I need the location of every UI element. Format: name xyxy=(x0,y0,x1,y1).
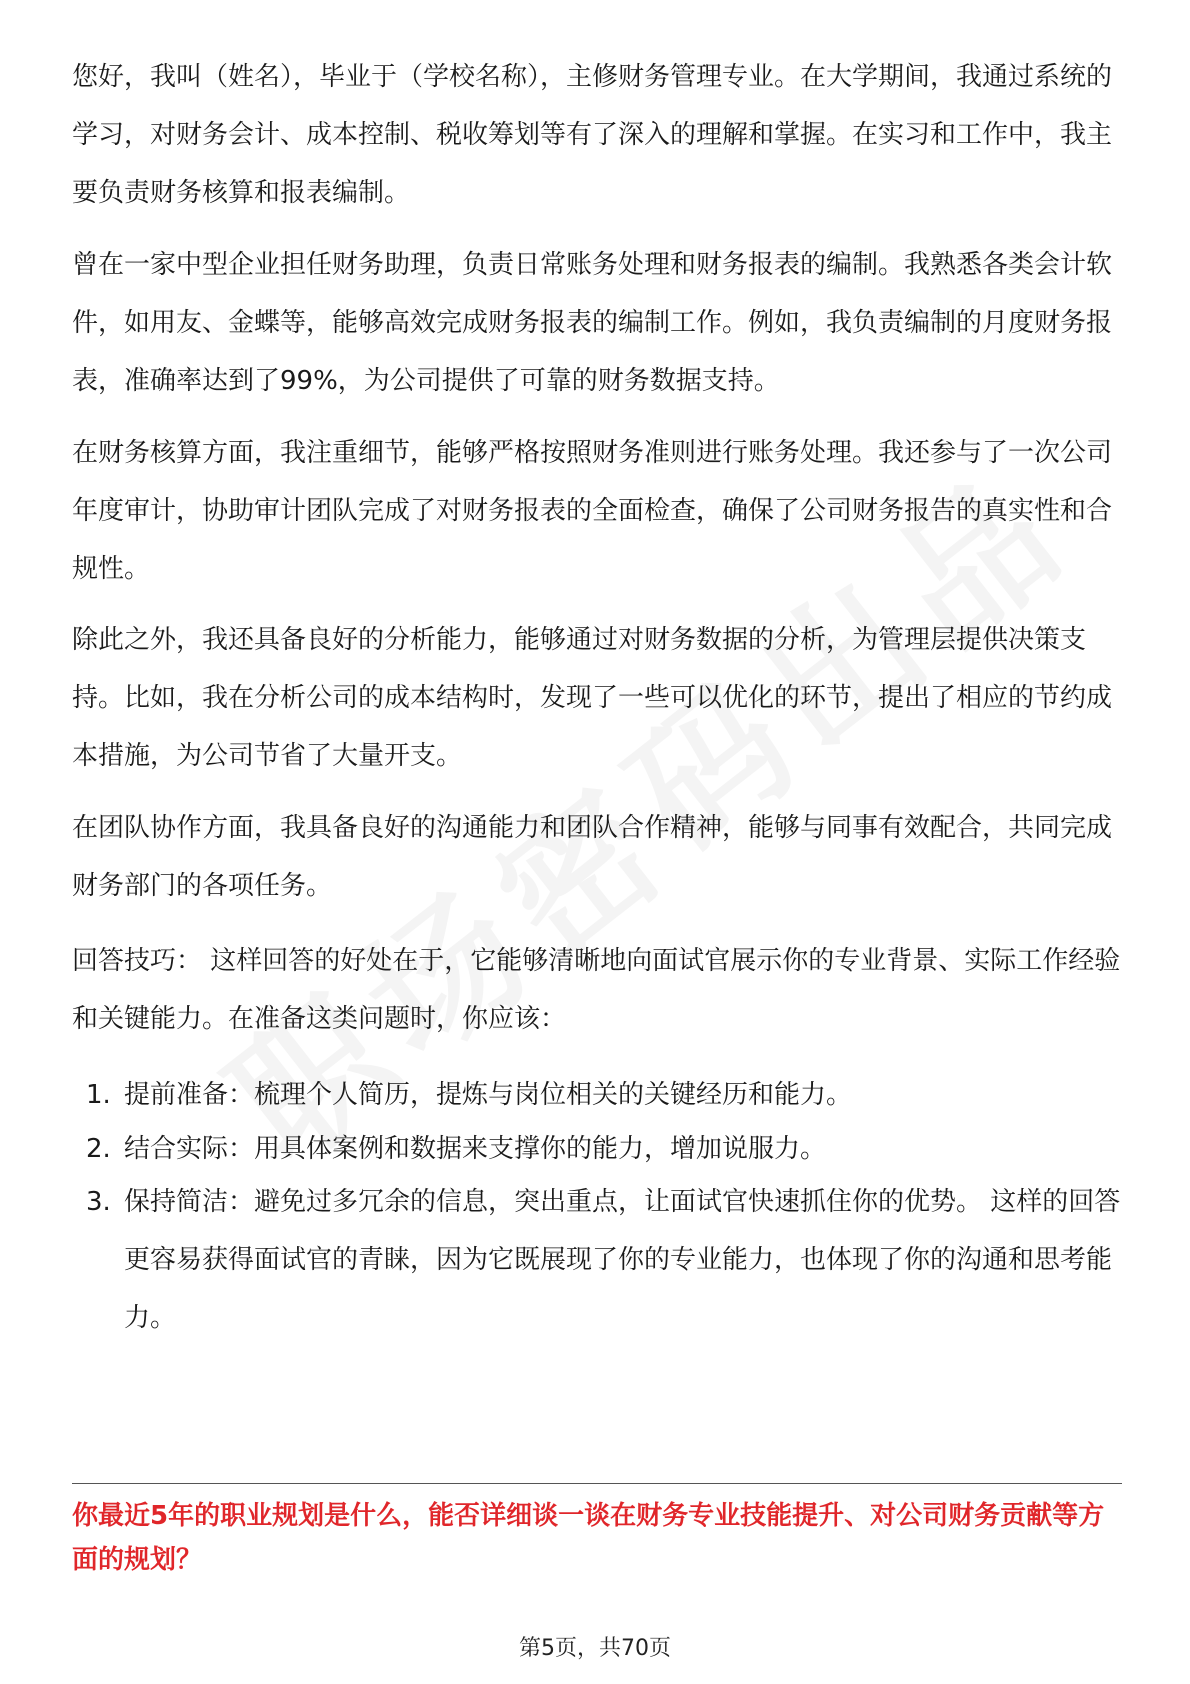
paragraph-intro: 您好，我叫（姓名），毕业于（学校名称），主修财务管理专业。在大学期间，我通过系统的学习，对财务会计、成本控制、税收筹划等有了深入的理解和掌握。在实习和工作中，我主要负责财务核算和报表编制。 xyxy=(72,62,1113,208)
list-text: 结合实际：用具体案例和数据来支撑你的能力，增加说服力。 xyxy=(124,1134,827,1164)
paragraph-analysis: 除此之外，我还具备良好的分析能力，能够通过对财务数据的分析，为管理层提供决策支持。比如，我在分析公司的成本结构时，发现了一些可以优化的环节，提出了相应的节约成本措施，为公司节省了大量开支。 xyxy=(72,625,1113,771)
paragraph-experience: 曾在一家中型企业担任财务助理，负责日常账务处理和财务报表的编制。我熟悉各类会计软件，如用友、金蝶等，能够高效完成财务报表的编制工作。例如，我负责编制的月度财务报表，准确率达到了99%，为公司提供了可靠的财务数据支持。 xyxy=(72,250,1113,396)
paragraph-teamwork: 在团队协作方面，我具备良好的沟通能力和团队合作精神，能够与同事有效配合，共同完成财务部门的各项任务。 xyxy=(72,813,1113,901)
paragraph-tips-intro: 回答技巧： 这样回答的好处在于，它能够清晰地向面试官展示你的专业背景、实际工作经验和关键能力。在准备这类问题时，你应该： xyxy=(72,946,1121,1034)
list-number: 3. xyxy=(86,1187,111,1217)
section-divider xyxy=(72,1483,1122,1484)
paragraph-accounting: 在财务核算方面，我注重细节，能够严格按照财务准则进行账务处理。我还参与了一次公司年度审计，协助审计团队完成了对财务报表的全面检查，确保了公司财务报告的真实性和合规性。 xyxy=(72,438,1113,584)
next-question-heading: 你最近5年的职业规划是什么，能否详细谈一谈在财务专业技能提升、对公司财务贡献等方面的规划？ xyxy=(72,1501,1105,1575)
page-number: 第5页，共70页 xyxy=(519,1636,671,1661)
list-text: 提前准备：梳理个人简历，提炼与岗位相关的关键经历和能力。 xyxy=(124,1080,853,1110)
list-number: 2. xyxy=(86,1134,111,1164)
list-number: 1. xyxy=(86,1080,111,1110)
list-text: 保持简洁：避免过多冗余的信息，突出重点，让面试官快速抓住你的优势。 这样的回答更容易获得面试官的青睐，因为它既展现了你的专业能力，也体现了你的沟通和思考能力。 xyxy=(124,1187,1121,1333)
